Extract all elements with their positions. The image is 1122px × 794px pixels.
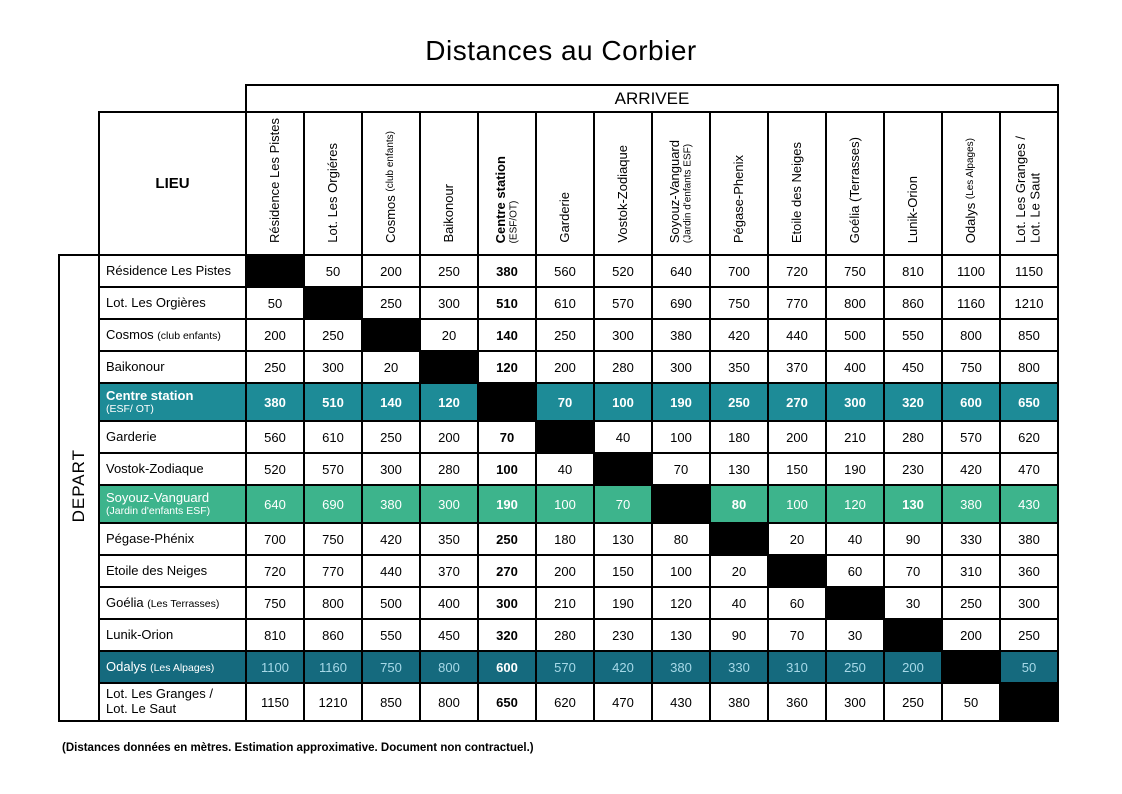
distance-cell: 750	[246, 587, 304, 619]
row-label: Soyouz-Vanguard (Jardin d'enfants ESF)	[99, 485, 246, 523]
distance-cell: 650	[1000, 383, 1058, 421]
distance-cell: 190	[826, 453, 884, 485]
row-label: Lot. Les Granges / Lot. Le Saut	[99, 683, 246, 721]
distance-cell: 200	[362, 255, 420, 287]
col-header: Garderie	[536, 112, 594, 255]
distance-cell: 420	[942, 453, 1000, 485]
table-row	[59, 523, 1058, 555]
distance-cell: 120	[420, 383, 478, 421]
col-header: Baikonour	[420, 112, 478, 255]
diagonal-cell	[884, 619, 942, 651]
table-row	[59, 421, 1058, 453]
distance-cell: 330	[710, 651, 768, 683]
distance-cell: 100	[768, 485, 826, 523]
distance-cell: 70	[478, 421, 536, 453]
distance-cell: 280	[420, 453, 478, 485]
distance-cell: 190	[652, 383, 710, 421]
distance-cell: 810	[884, 255, 942, 287]
distance-cell: 500	[826, 319, 884, 351]
distance-cell: 140	[362, 383, 420, 421]
distance-cell: 70	[884, 555, 942, 587]
distance-cell: 230	[884, 453, 942, 485]
distance-cell: 750	[304, 523, 362, 555]
col-header: Centre station (ESF/OT)	[478, 112, 536, 255]
diagonal-cell	[304, 287, 362, 319]
distance-cell: 320	[884, 383, 942, 421]
page-title: Distances au Corbier	[425, 35, 697, 66]
distance-cell: 300	[652, 351, 710, 383]
distance-matrix	[58, 84, 1059, 722]
distance-cell: 450	[420, 619, 478, 651]
distance-cell: 30	[826, 619, 884, 651]
row-label: Centre station (ESF/ OT)	[99, 383, 246, 421]
distance-cell: 40	[710, 587, 768, 619]
distance-cell: 800	[304, 587, 362, 619]
distance-cell: 300	[826, 383, 884, 421]
distance-cell: 500	[362, 587, 420, 619]
distance-cell: 60	[768, 587, 826, 619]
distance-cell: 180	[710, 421, 768, 453]
distance-cell: 250	[246, 351, 304, 383]
distance-cell: 50	[304, 255, 362, 287]
distance-cell: 200	[246, 319, 304, 351]
distance-cell: 120	[478, 351, 536, 383]
distance-cell: 100	[652, 421, 710, 453]
distance-cell: 50	[942, 683, 1000, 721]
distance-cell: 100	[594, 383, 652, 421]
distance-cell: 60	[826, 555, 884, 587]
distance-cell: 370	[420, 555, 478, 587]
distance-cell: 200	[884, 651, 942, 683]
row-label: Pégase-Phénix	[99, 523, 246, 555]
distance-cell: 210	[536, 587, 594, 619]
table-row	[59, 319, 1058, 351]
diagonal-cell	[942, 651, 1000, 683]
arrivee-header: ARRIVEE	[246, 85, 1058, 112]
distance-cell: 130	[652, 619, 710, 651]
distance-cell: 550	[884, 319, 942, 351]
distance-cell: 250	[478, 523, 536, 555]
distance-cell: 230	[594, 619, 652, 651]
row-label: Résidence Les Pistes	[99, 255, 246, 287]
distance-cell: 380	[652, 319, 710, 351]
row-label: Odalys (Les Alpages)	[99, 651, 246, 683]
table-row	[59, 555, 1058, 587]
distance-cell: 120	[826, 485, 884, 523]
distance-cell: 20	[768, 523, 826, 555]
corner-blank	[59, 85, 246, 112]
distance-cell: 560	[536, 255, 594, 287]
distance-cell: 300	[420, 485, 478, 523]
distance-cell: 800	[826, 287, 884, 319]
distance-cell: 770	[304, 555, 362, 587]
table-row	[59, 255, 1058, 287]
distance-cell: 300	[826, 683, 884, 721]
col-header: Odalys (Les Alpages)	[942, 112, 1000, 255]
distance-cell: 150	[594, 555, 652, 587]
distance-cell: 250	[304, 319, 362, 351]
distance-cell: 1150	[1000, 255, 1058, 287]
distance-cell: 350	[420, 523, 478, 555]
distance-table-container	[58, 84, 1122, 722]
distance-cell: 250	[362, 287, 420, 319]
col-header: Cosmos (club enfants)	[362, 112, 420, 255]
table-row	[59, 683, 1058, 721]
distance-cell: 140	[478, 319, 536, 351]
col-header: Soyouz-Vanguard (Jardin d'enfants ESF)	[652, 112, 710, 255]
distance-cell: 250	[536, 319, 594, 351]
distance-cell: 280	[594, 351, 652, 383]
col-header: Lot. Les Granges / Lot. Le Saut	[1000, 112, 1058, 255]
distance-cell: 440	[362, 555, 420, 587]
distance-cell: 300	[594, 319, 652, 351]
distance-cell: 520	[594, 255, 652, 287]
distance-cell: 70	[536, 383, 594, 421]
distance-cell: 200	[536, 351, 594, 383]
distance-cell: 40	[826, 523, 884, 555]
distance-cell: 750	[826, 255, 884, 287]
distance-cell: 420	[710, 319, 768, 351]
distance-cell: 80	[710, 485, 768, 523]
distance-cell: 360	[1000, 555, 1058, 587]
distance-cell: 130	[594, 523, 652, 555]
distance-cell: 100	[536, 485, 594, 523]
distance-cell: 1210	[304, 683, 362, 721]
col-header: Etoile des Neiges	[768, 112, 826, 255]
col-header: Vostok-Zodiaque	[594, 112, 652, 255]
distance-cell: 800	[942, 319, 1000, 351]
distance-cell: 380	[246, 383, 304, 421]
distance-cell: 640	[246, 485, 304, 523]
diagonal-cell	[246, 255, 304, 287]
distance-cell: 100	[478, 453, 536, 485]
distance-cell: 200	[768, 421, 826, 453]
distance-cell: 250	[826, 651, 884, 683]
distance-cell: 620	[536, 683, 594, 721]
row-label: Baikonour	[99, 351, 246, 383]
diagonal-cell	[594, 453, 652, 485]
distance-cell: 810	[246, 619, 304, 651]
distance-cell: 360	[768, 683, 826, 721]
distance-cell: 270	[768, 383, 826, 421]
arrivee-row	[59, 85, 1058, 112]
distance-cell: 380	[362, 485, 420, 523]
distance-cell: 210	[826, 421, 884, 453]
diagonal-cell	[652, 485, 710, 523]
table-row	[59, 383, 1058, 421]
distance-cell: 1160	[304, 651, 362, 683]
row-label: Lot. Les Orgières	[99, 287, 246, 319]
distance-cell: 720	[768, 255, 826, 287]
distance-cell: 20	[710, 555, 768, 587]
distance-cell: 40	[536, 453, 594, 485]
distance-cell: 470	[594, 683, 652, 721]
distance-cell: 420	[362, 523, 420, 555]
distance-cell: 270	[478, 555, 536, 587]
distance-cell: 40	[594, 421, 652, 453]
distance-cell: 560	[246, 421, 304, 453]
table-row	[59, 453, 1058, 485]
diagonal-cell	[826, 587, 884, 619]
distance-cell: 150	[768, 453, 826, 485]
distance-cell: 300	[362, 453, 420, 485]
distance-cell: 800	[420, 651, 478, 683]
distance-cell: 800	[420, 683, 478, 721]
row-label: Garderie	[99, 421, 246, 453]
distance-cell: 600	[478, 651, 536, 683]
table-row	[59, 587, 1058, 619]
distance-cell: 280	[536, 619, 594, 651]
distance-cell: 380	[1000, 523, 1058, 555]
distance-cell: 250	[1000, 619, 1058, 651]
distance-cell: 50	[246, 287, 304, 319]
distance-cell: 640	[652, 255, 710, 287]
distance-cell: 570	[942, 421, 1000, 453]
distance-cell: 100	[652, 555, 710, 587]
diagonal-cell	[362, 319, 420, 351]
distance-cell: 750	[710, 287, 768, 319]
distance-cell: 350	[710, 351, 768, 383]
distance-cell: 80	[652, 523, 710, 555]
distance-cell: 510	[304, 383, 362, 421]
distance-cell: 300	[304, 351, 362, 383]
distance-cell: 430	[1000, 485, 1058, 523]
distance-cell: 570	[536, 651, 594, 683]
distance-cell: 600	[942, 383, 1000, 421]
distance-cell: 720	[246, 555, 304, 587]
column-header-row	[59, 112, 1058, 255]
distance-cell: 280	[884, 421, 942, 453]
table-row	[59, 485, 1058, 523]
table-row	[59, 619, 1058, 651]
distance-cell: 800	[1000, 351, 1058, 383]
depart-header: DEPART	[59, 255, 99, 721]
distance-cell: 520	[246, 453, 304, 485]
diagonal-cell	[420, 351, 478, 383]
diagonal-cell	[710, 523, 768, 555]
table-row	[59, 351, 1058, 383]
distance-cell: 20	[420, 319, 478, 351]
distance-cell: 690	[652, 287, 710, 319]
diagonal-cell	[768, 555, 826, 587]
distance-cell: 300	[420, 287, 478, 319]
distance-cell: 90	[884, 523, 942, 555]
distance-cell: 700	[710, 255, 768, 287]
distance-cell: 300	[478, 587, 536, 619]
distance-cell: 250	[942, 587, 1000, 619]
diagonal-cell	[1000, 683, 1058, 721]
distance-cell: 610	[304, 421, 362, 453]
distance-cell: 770	[768, 287, 826, 319]
distance-cell: 450	[884, 351, 942, 383]
distance-cell: 700	[246, 523, 304, 555]
col-header: Pégase-Phenix	[710, 112, 768, 255]
distance-cell: 200	[420, 421, 478, 453]
distance-cell: 130	[710, 453, 768, 485]
row-label: Etoile des Neiges	[99, 555, 246, 587]
distance-cell: 70	[594, 485, 652, 523]
distance-cell: 380	[652, 651, 710, 683]
distance-cell: 250	[362, 421, 420, 453]
distance-cell: 250	[420, 255, 478, 287]
distance-cell: 180	[536, 523, 594, 555]
table-row	[59, 651, 1058, 683]
row-label: Cosmos (club enfants)	[99, 319, 246, 351]
distance-cell: 190	[478, 485, 536, 523]
table-row	[59, 287, 1058, 319]
distance-cell: 1160	[942, 287, 1000, 319]
distance-cell: 1210	[1000, 287, 1058, 319]
distance-cell: 310	[942, 555, 1000, 587]
distance-cell: 400	[826, 351, 884, 383]
distance-cell: 510	[478, 287, 536, 319]
distance-cell: 430	[652, 683, 710, 721]
row-label: Goélia (Les Terrasses)	[99, 587, 246, 619]
distance-cell: 380	[478, 255, 536, 287]
distance-cell: 420	[594, 651, 652, 683]
distance-cell: 650	[478, 683, 536, 721]
distance-cell: 20	[362, 351, 420, 383]
distance-cell: 310	[768, 651, 826, 683]
row-label: Vostok-Zodiaque	[99, 453, 246, 485]
col-header: Résidence Les Pistes	[246, 112, 304, 255]
distance-cell: 300	[1000, 587, 1058, 619]
diagonal-cell	[478, 383, 536, 421]
distance-cell: 70	[652, 453, 710, 485]
lieu-header: LIEU	[99, 112, 246, 255]
col-header: Lunik-Orion	[884, 112, 942, 255]
distance-cell: 330	[942, 523, 1000, 555]
distance-cell: 750	[942, 351, 1000, 383]
distance-cell: 50	[1000, 651, 1058, 683]
distance-cell: 1100	[246, 651, 304, 683]
distance-cell: 200	[942, 619, 1000, 651]
distance-cell: 1150	[246, 683, 304, 721]
distance-cell: 370	[768, 351, 826, 383]
distance-cell: 850	[1000, 319, 1058, 351]
distance-cell: 400	[420, 587, 478, 619]
col-header: Goélia (Terrasses)	[826, 112, 884, 255]
distance-cell: 860	[304, 619, 362, 651]
distance-cell: 70	[768, 619, 826, 651]
distance-cell: 120	[652, 587, 710, 619]
distance-cell: 750	[362, 651, 420, 683]
distance-cell: 380	[942, 485, 1000, 523]
distance-cell: 860	[884, 287, 942, 319]
distance-cell: 550	[362, 619, 420, 651]
distance-cell: 610	[536, 287, 594, 319]
distance-cell: 250	[884, 683, 942, 721]
distance-cell: 1100	[942, 255, 1000, 287]
distance-cell: 620	[1000, 421, 1058, 453]
diagonal-cell	[536, 421, 594, 453]
distance-cell: 190	[594, 587, 652, 619]
distance-cell: 90	[710, 619, 768, 651]
footnote: (Distances données en mètres. Estimation approximative. Document non contractuel.)	[62, 742, 534, 754]
distance-cell: 470	[1000, 453, 1058, 485]
distance-cell: 440	[768, 319, 826, 351]
distance-cell: 200	[536, 555, 594, 587]
distance-cell: 690	[304, 485, 362, 523]
distance-cell: 320	[478, 619, 536, 651]
distance-cell: 250	[710, 383, 768, 421]
distance-cell: 130	[884, 485, 942, 523]
distance-cell: 850	[362, 683, 420, 721]
distance-cell: 380	[710, 683, 768, 721]
col-header: Lot. Les Orgiéres	[304, 112, 362, 255]
distance-cell: 30	[884, 587, 942, 619]
distance-cell: 570	[304, 453, 362, 485]
distance-cell: 570	[594, 287, 652, 319]
corner-blank	[59, 112, 99, 255]
row-label: Lunik-Orion	[99, 619, 246, 651]
